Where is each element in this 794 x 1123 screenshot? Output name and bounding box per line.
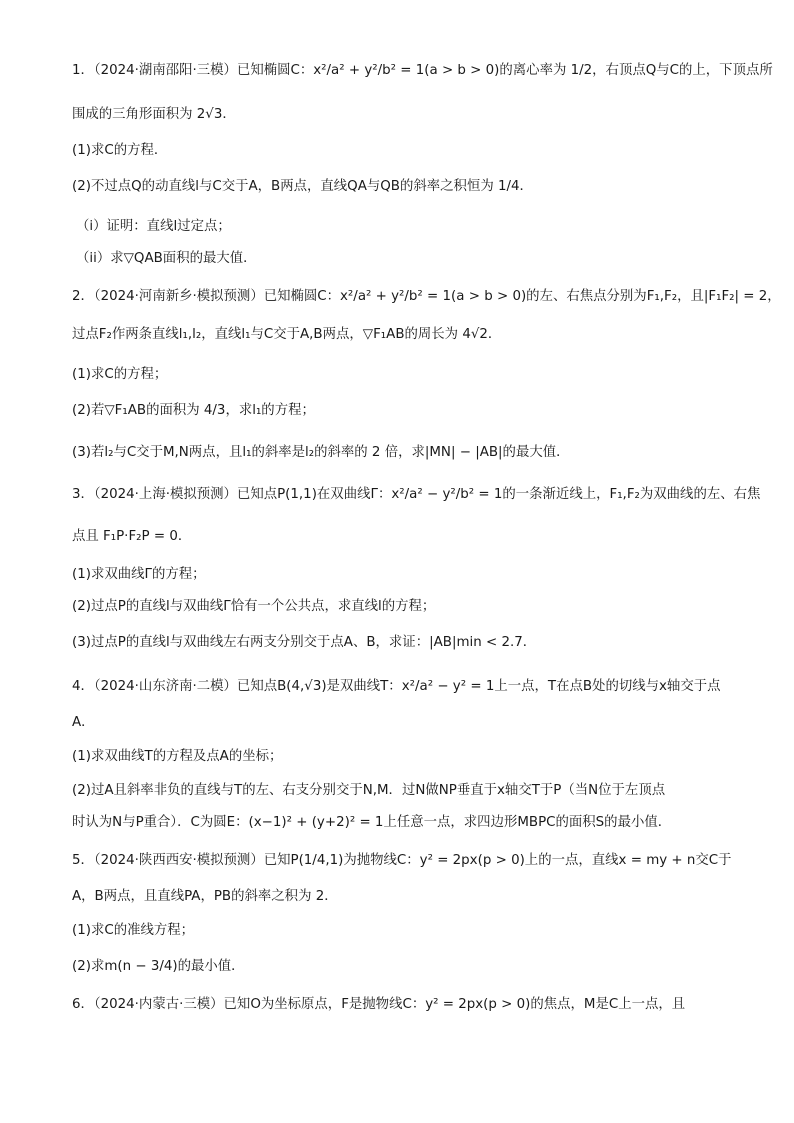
document-line: (2)求m(n − 3/4)的最小值． (72, 959, 245, 974)
document-line: （ii）求▽QAB面积的最大值． (76, 251, 257, 266)
document-line: （i）证明：直线l过定点； (76, 219, 231, 234)
document-line: (2)过点P的直线l与双曲线Γ恰有一个公共点，求直线l的方程； (72, 599, 436, 614)
document-line: (3)若l₂与C交于M,N两点，且l₁的斜率是l₂的斜率的 2 倍，求|MN| − |AB|的最大值． (72, 445, 570, 460)
document-line: 6．（2024·内蒙古·三模）已知O为坐标原点，F是抛物线C：y² = 2px(p > 0)的焦点，M是C上一点，且 (72, 997, 686, 1012)
document-line: (2)不过点Q的动直线l与C交于A，B两点，直线QA与QB的斜率之积恒为 1/4． (72, 179, 533, 194)
document-line: (3)过点P的直线l与双曲线左右两支分别交于点A、B，求证：|AB|min < 2.7． (72, 635, 537, 650)
document-line: 4．（2024·山东济南·二模）已知点B(4,√3)是双曲线T：x²/a² − y² = 1上一点，T在点B处的切线与x轴交于点 (72, 679, 721, 694)
document-line: (1)求双曲线Γ的方程； (72, 567, 206, 582)
document-line: (1)求C的准线方程； (72, 923, 195, 938)
document-line: 3．（2024·上海·模拟预测）已知点P(1,1)在双曲线Γ：x²/a² − y²/b² = 1的一条渐近线上，F₁,F₂为双曲线的左、右焦 (72, 487, 761, 502)
document-line: (2)过A且斜率非负的直线与T的左、右支分别交于N,M．过N做NP垂直于x轴交T于P（当N位于左顶点 (72, 783, 666, 798)
document-line: 过点F₂作两条直线l₁,l₂，直线l₁与C交于A,B两点，▽F₁AB的周长为 4√2． (72, 327, 502, 342)
document-line: (1)求C的方程． (72, 143, 168, 158)
document-line: (1)求C的方程； (72, 367, 168, 382)
document-line: 5．（2024·陕西西安·模拟预测）已知P(1/4,1)为抛物线C：y² = 2px(p > 0)上的一点，直线x = my + n交C于 (72, 853, 732, 868)
document-line: (2)若▽F₁AB的面积为 4/3，求l₁的方程； (72, 403, 315, 418)
document-line: 2．（2024·河南新乡·模拟预测）已知椭圆C：x²/a² + y²/b² = 1(a > b > 0)的左、右焦点分别为F₁,F₂，且|F₁F₂| = 2， (72, 289, 781, 304)
document-line: A，B两点，且直线PA，PB的斜率之积为 2． (72, 889, 338, 904)
document-line: 点且 F₁P·F₂P = 0． (72, 529, 192, 544)
document-line: 时认为N与P重合）．C为圆E：(x−1)² + (y+2)² = 1上任意一点，求四边形MBPC的面积S的最小值． (72, 815, 672, 830)
document-line: (1)求双曲线T的方程及点A的坐标； (72, 749, 283, 764)
document-line: 围成的三角形面积为 2√3． (72, 107, 236, 122)
document-line: 1．（2024·湖南邵阳·三模）已知椭圆C：x²/a² + y²/b² = 1(a > b > 0)的离心率为 1/2，右顶点Q与C的上，下顶点所 (72, 63, 773, 78)
document-line: A． (72, 715, 95, 730)
